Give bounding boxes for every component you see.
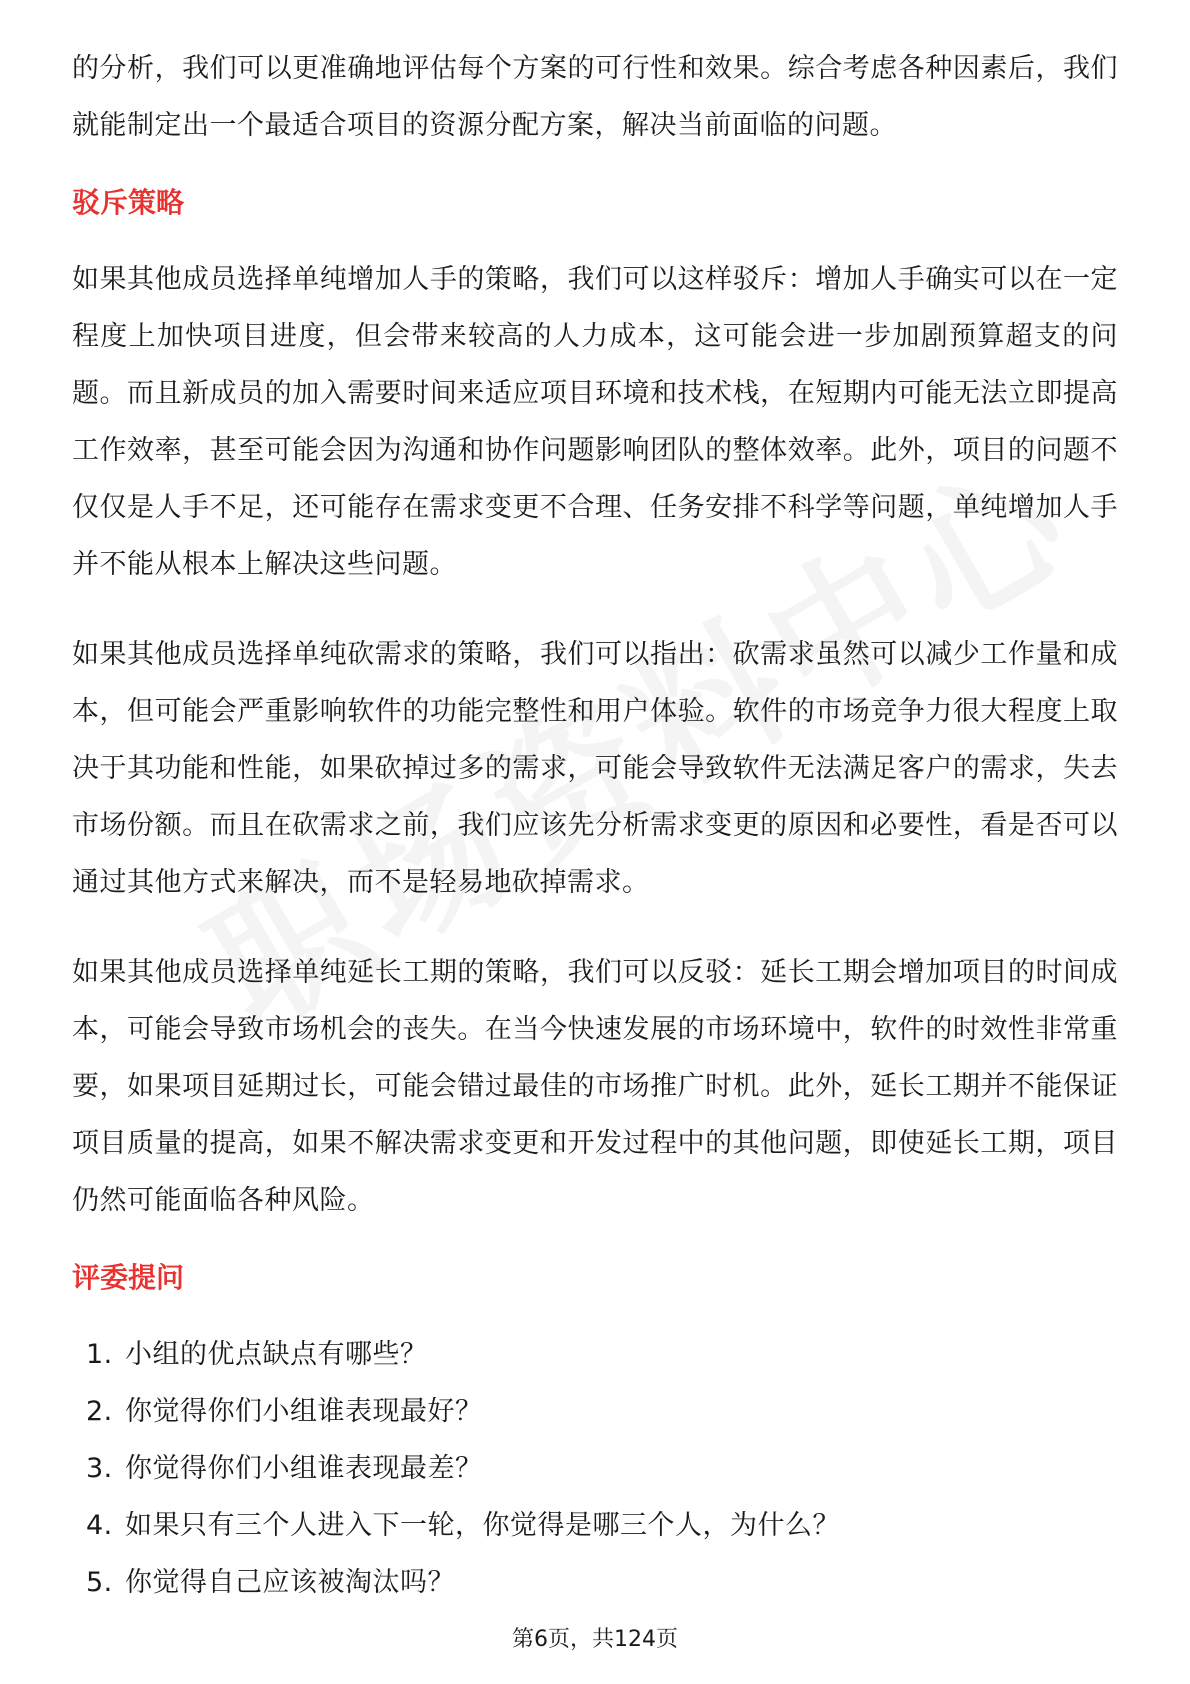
judges-heading: 评委提问	[72, 1261, 185, 1294]
rebuttal-paragraph-3: 如果其他成员选择单纯延长工期的策略，我们可以反驳：延长工期会增加项目的时间成本，可能会导致市场机会的丧失。在当今快速发展的市场环境中，软件的时效性非常重要，如果项目延期过长，可能会错过最佳的市场推广时机。此外，延长工期并不能保证项目质量的提高，如果不解决需求变更和开发过程中的其他问题，即使延长工期，项目仍然可能面临各种风险。	[72, 957, 1118, 1216]
list-item-text: 你觉得你们小组谁表现最差？	[125, 1453, 483, 1484]
list-item-number: 5.	[86, 1567, 113, 1598]
rebuttal-paragraph-2: 如果其他成员选择单纯砍需求的策略，我们可以指出：砍需求虽然可以减少工作量和成本，但可能会严重影响软件的功能完整性和用户体验。软件的市场竞争力很大程度上取决于其功能和性能，如果砍掉过多的需求，可能会导致软件无法满足客户的需求，失去市场份额。而且在砍需求之前，我们应该先分析需求变更的原因和必要性，看是否可以通过其他方式来解决，而不是轻易地砍掉需求。	[72, 639, 1118, 898]
list-item-number: 1.	[86, 1339, 113, 1370]
page-number-footer: 第6页，共124页	[512, 1627, 678, 1652]
list-item	[72, 1554, 1118, 1611]
judges-question-list	[72, 1326, 1118, 1611]
list-item	[72, 1497, 1118, 1554]
page-content	[72, 40, 1118, 1611]
list-item	[72, 1326, 1118, 1383]
list-item-text: 小组的优点缺点有哪些？	[125, 1339, 428, 1370]
list-item-text: 你觉得自己应该被淘汰吗？	[125, 1567, 455, 1598]
list-item	[72, 1440, 1118, 1497]
list-item-number: 3.	[86, 1453, 113, 1484]
intro-paragraph: 的分析，我们可以更准确地评估每个方案的可行性和效果。综合考虑各种因素后，我们就能制定出一个最适合项目的资源分配方案，解决当前面临的问题。	[72, 53, 1118, 141]
list-item-number: 2.	[86, 1396, 113, 1427]
list-item-text: 如果只有三个人进入下一轮，你觉得是哪三个人，为什么？	[125, 1510, 840, 1541]
list-item-text: 你觉得你们小组谁表现最好？	[125, 1396, 483, 1427]
list-item	[72, 1383, 1118, 1440]
rebuttal-paragraph-1: 如果其他成员选择单纯增加人手的策略，我们可以这样驳斥：增加人手确实可以在一定程度上加快项目进度，但会带来较高的人力成本，这可能会进一步加剧预算超支的问题。而且新成员的加入需要时间来适应项目环境和技术栈，在短期内可能无法立即提高工作效率，甚至可能会因为沟通和协作问题影响团队的整体效率。此外，项目的问题不仅仅是人手不足，还可能存在需求变更不合理、任务安排不科学等问题，单纯增加人手并不能从根本上解决这些问题。	[72, 264, 1118, 580]
list-item-number: 4.	[86, 1510, 113, 1541]
rebuttal-heading: 驳斥策略	[72, 186, 185, 219]
